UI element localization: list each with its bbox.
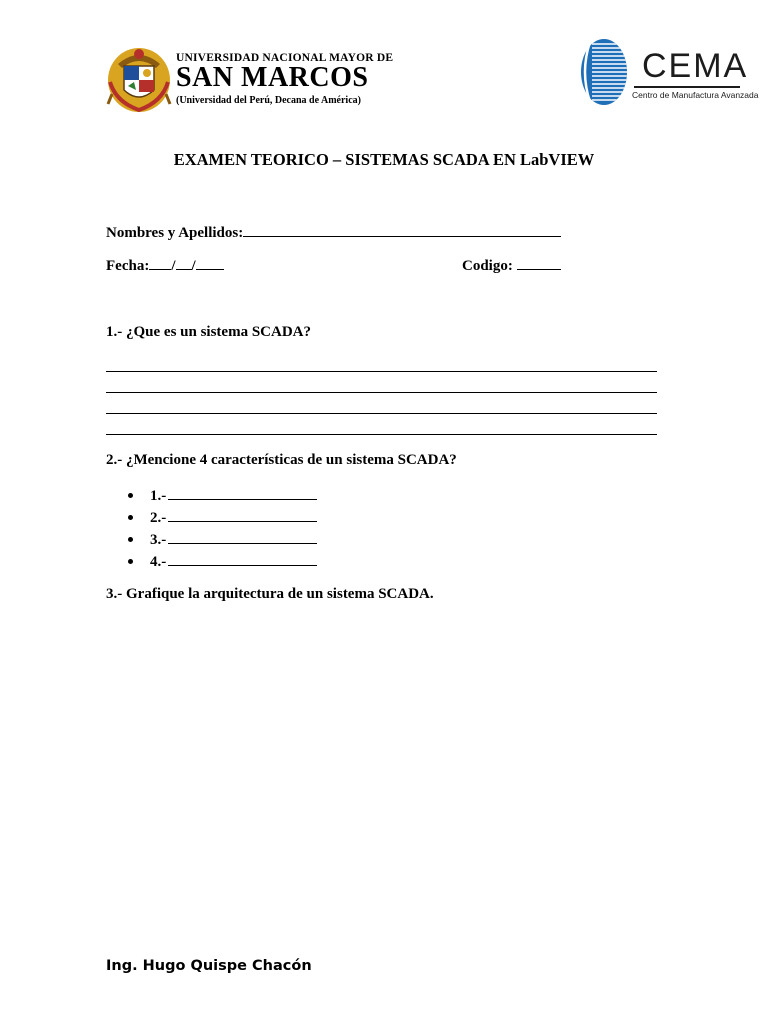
list-item	[128, 486, 317, 505]
bullet-icon	[128, 515, 133, 520]
list-item-number: 1.-	[150, 488, 167, 504]
bullet-icon	[128, 559, 133, 564]
question-3: 3.- Grafique la arquitectura de un sistema SCADA.	[106, 586, 434, 602]
cema-divider	[634, 86, 740, 88]
list-item-blank[interactable]	[168, 552, 317, 566]
date-month-blank[interactable]	[176, 257, 192, 270]
list-item	[128, 508, 317, 527]
university-crest-icon	[106, 42, 172, 114]
list-item-number: 4.-	[150, 554, 167, 570]
bullet-icon	[128, 493, 133, 498]
list-item-number: 3.-	[150, 532, 167, 548]
list-item-blank[interactable]	[168, 508, 317, 522]
question-1: 1.- ¿Que es un sistema SCADA?	[106, 324, 312, 340]
list-item	[128, 530, 317, 549]
cema-globe-icon	[580, 38, 628, 106]
answer-line[interactable]	[106, 413, 657, 414]
date-separator: /	[171, 258, 176, 274]
bullet-icon	[128, 537, 133, 542]
exam-title: EXAMEN TEORICO – SISTEMAS SCADA EN LabVIEW	[173, 150, 595, 169]
date-day-blank[interactable]	[149, 257, 171, 270]
date-year-blank[interactable]	[196, 257, 224, 270]
answer-line[interactable]	[106, 392, 657, 393]
date-field-row	[106, 257, 224, 275]
answer-line[interactable]	[106, 434, 657, 435]
question-2: 2.- ¿Mencione 4 características de un sistema SCADA?	[106, 452, 457, 468]
code-field-row	[462, 257, 561, 275]
date-label: Fecha:	[106, 258, 150, 274]
list-item-number: 2.-	[150, 510, 167, 526]
name-field-row	[106, 224, 561, 242]
date-separator: /	[191, 258, 196, 274]
code-label: Codigo:	[462, 258, 513, 274]
university-motto: (Universidad del Perú, Decana de América)	[176, 95, 361, 106]
list-item-blank[interactable]	[168, 530, 317, 544]
name-label: Nombres y Apellidos:	[106, 225, 244, 241]
list-item-blank[interactable]	[168, 486, 317, 500]
list-item	[128, 552, 317, 571]
university-name-line1: UNIVERSIDAD NACIONAL MAYOR DE	[176, 52, 394, 64]
answer-line[interactable]	[106, 371, 657, 372]
name-blank[interactable]	[243, 224, 561, 237]
university-name-line2: SAN MARCOS	[176, 62, 369, 93]
cema-logo-text: CEMA	[642, 47, 749, 85]
code-blank[interactable]	[517, 257, 561, 270]
cema-subtitle: Centro de Manufactura Avanzada	[632, 90, 759, 100]
footer-author: Ing. Hugo Quispe Chacón	[106, 958, 312, 974]
